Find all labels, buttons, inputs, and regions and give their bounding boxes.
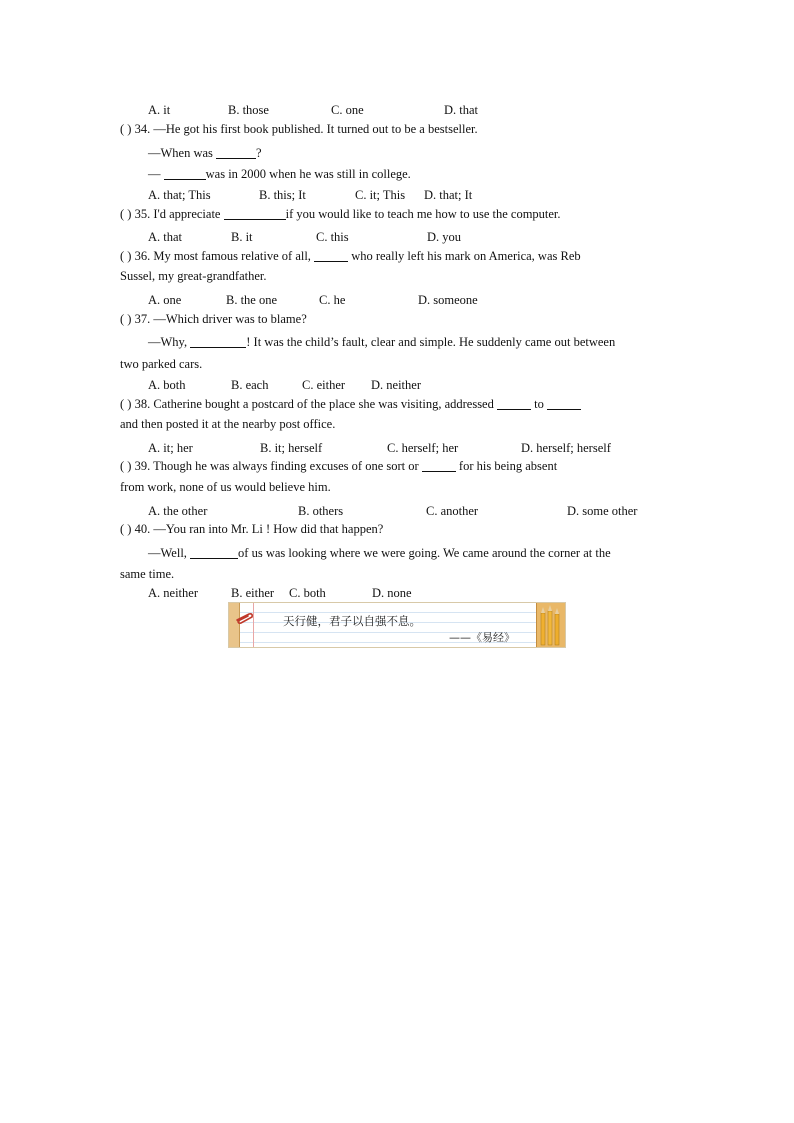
q33-option-c: C. one: [331, 103, 364, 117]
q38-blank-2: [547, 397, 581, 410]
q39-option-b: B. others: [298, 504, 344, 518]
q37-option-d: D. neither: [371, 378, 421, 392]
q33-option-a: A. it: [148, 103, 171, 117]
q33-option-b: B. those: [228, 103, 269, 117]
q35-option-b: B. it: [231, 230, 253, 244]
q38-option-c: C. herself; her: [387, 441, 459, 455]
q36-option-a: A. one: [148, 293, 182, 307]
q37-line2-pre: —Why,: [148, 335, 191, 349]
q37-answer-paren: ( ): [120, 312, 132, 326]
q37-line2-post: ! It was the child’s fault, clear and simple. He suddenly came out between: [246, 335, 616, 349]
q36-option-b: B. the one: [226, 293, 278, 307]
q39-blank: [422, 459, 456, 472]
q34-line2-post: ?: [256, 146, 262, 160]
card-left-binding: [229, 603, 240, 647]
q39-option-c: C. another: [426, 504, 479, 518]
paperclip-icon: [235, 611, 255, 625]
q37-option-c: C. either: [302, 378, 346, 392]
q38-option-d: D. herself; herself: [521, 441, 611, 455]
q34-stem-text: 34. —He got his first book published. It turned out to be a bestseller.: [134, 122, 478, 136]
q36-stem-post: who really left his mark on America, was Reb: [348, 249, 581, 263]
q34-option-c: C. it; This: [355, 188, 406, 202]
q33-option-d: D. that: [444, 103, 479, 117]
q40-option-d: D. none: [372, 586, 412, 600]
q38-option-a: A. it; her: [148, 441, 193, 455]
q34-line3-pre: —: [148, 167, 164, 181]
q40-line2-pre: —Well,: [148, 546, 191, 560]
q40-line-3: same time.: [120, 567, 175, 581]
q35-stem-pre: 35. I'd appreciate: [134, 207, 224, 221]
q39-stem-pre: 39. Though he was always finding excuses of one sort or: [134, 459, 422, 473]
q34-line-2: [148, 145, 674, 161]
q37-line-3: two parked cars.: [120, 357, 203, 371]
q35-option-c: C. this: [316, 230, 349, 244]
q34-option-b: B. this; It: [259, 188, 306, 202]
q35-option-a: A. that: [148, 230, 183, 244]
q34-option-a: A. that; This: [148, 188, 211, 202]
q35-stem-post: if you would like to teach me how to use the computer.: [285, 207, 561, 221]
q38-stem: [120, 396, 674, 412]
q38-blank-1: [497, 397, 531, 410]
quote-source: ——《易经》: [449, 631, 515, 644]
q36-line-2: Sussel, my great-grandfather.: [120, 269, 267, 283]
q39-option-a: A. the other: [148, 504, 208, 518]
q34-option-d: D. that; It: [424, 188, 473, 202]
q36-option-d: D. someone: [418, 293, 478, 307]
q37-line-2: [148, 334, 674, 350]
q38-stem-pre: 38. Catherine bought a postcard of the place she was visiting, addressed: [134, 397, 497, 411]
q37-option-b: B. each: [231, 378, 269, 392]
q40-option-b: B. either: [231, 586, 275, 600]
pencils-icon: [539, 605, 561, 647]
q37-stem-text: 37. —Which driver was to blame?: [134, 312, 307, 326]
q37-blank: [190, 335, 246, 348]
q38-stem-mid: to: [530, 397, 547, 411]
q34-line2-pre: —When was: [148, 146, 217, 160]
q36-answer-paren: ( ): [120, 249, 132, 263]
q39-stem: [120, 458, 674, 474]
q39-option-d: D. some other: [567, 504, 638, 518]
q36-option-c: C. he: [319, 293, 346, 307]
q38-option-b: B. it; herself: [260, 441, 323, 455]
q34-stem: [120, 121, 674, 137]
q39-stem-post: for his being absent: [455, 459, 558, 473]
q40-stem: [120, 521, 674, 537]
q40-answer-paren: ( ): [120, 522, 132, 536]
q39-answer-paren: ( ): [120, 459, 132, 473]
q35-answer-paren: ( ): [120, 207, 132, 221]
q40-line-2: [148, 545, 674, 561]
q36-stem: [120, 248, 674, 264]
q36-stem-pre: 36. My most famous relative of all,: [134, 249, 315, 263]
q38-line-2: and then posted it at the nearby post office.: [120, 417, 336, 431]
q40-line2-post: of us was looking where we were going. We came around the corner at the: [238, 546, 611, 560]
q34-blank-2: [164, 167, 206, 180]
q40-blank: [190, 546, 238, 559]
q36-blank: [314, 249, 348, 262]
q35-blank: [224, 207, 286, 220]
q34-blank-1: [216, 146, 256, 159]
q37-stem: [120, 311, 674, 327]
q34-line-3: [148, 166, 674, 182]
q38-answer-paren: ( ): [120, 397, 132, 411]
q35-stem: [120, 206, 674, 222]
quote-text: 天行健，君子以自强不息。: [283, 614, 421, 628]
q34-line3-post: was in 2000 when he was still in college.: [205, 167, 411, 181]
q40-option-c: C. both: [289, 586, 326, 600]
q37-option-a: A. both: [148, 378, 186, 392]
q35-option-d: D. you: [427, 230, 462, 244]
quote-card: [228, 602, 566, 648]
q40-stem-text: 40. —You ran into Mr. Li ! How did that happen?: [134, 522, 384, 536]
card-margin-line: [253, 603, 254, 647]
q40-option-a: A. neither: [148, 586, 198, 600]
q39-line-2: from work, none of us would believe him.: [120, 480, 331, 494]
q34-answer-paren: ( ): [120, 122, 132, 136]
